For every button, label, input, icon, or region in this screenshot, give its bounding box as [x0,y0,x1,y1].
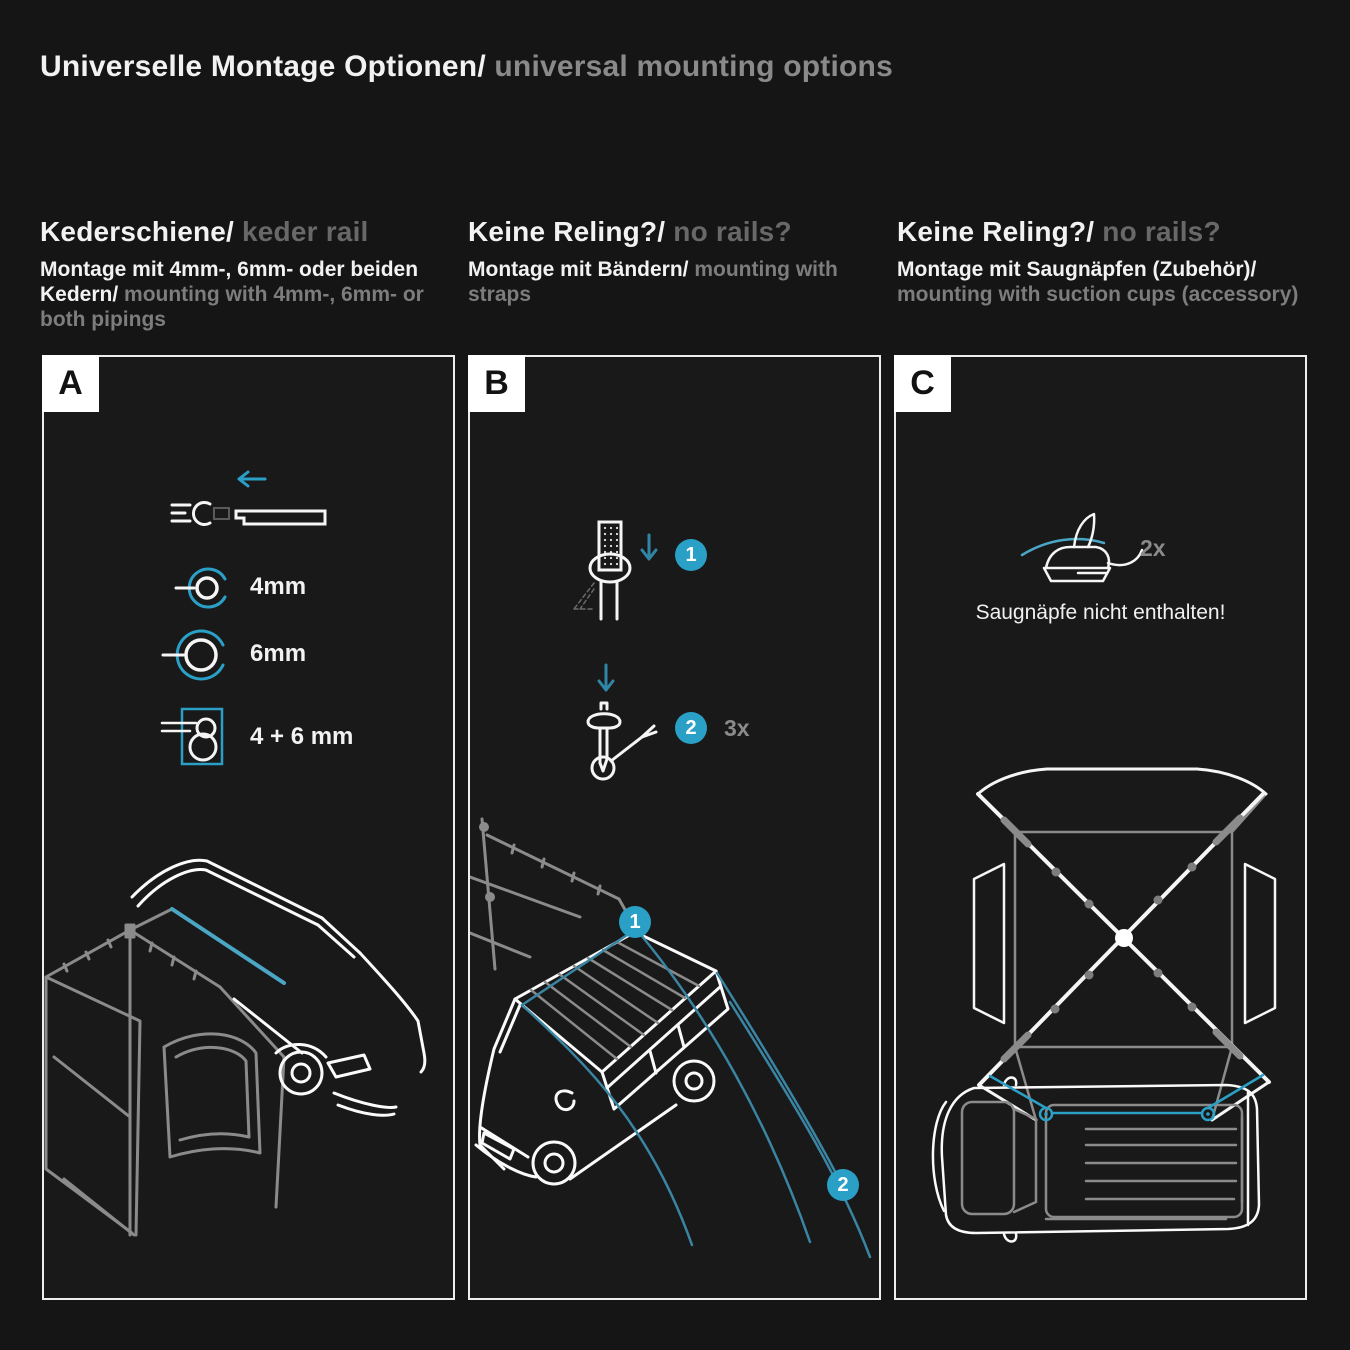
van-top-view-lines [933,1075,1263,1242]
van-step-badge-1: 1 [619,906,651,938]
panel-label-a: A [42,355,99,412]
column-header-keder [40,216,460,332]
column-heading: Keine Reling?/ no rails? [897,216,1221,247]
panel-label-b: B [468,355,525,412]
strap-lines [522,929,870,1257]
piping-4-6mm-icon [162,709,222,764]
tent-top-view-lines [974,769,1275,1120]
label-4mm: 4mm [250,573,307,600]
column-subtitle: Montage mit 4mm-, 6mm- oder beiden Kedern/ mounting with 4mm-, 6mm- or both pipings [40,258,424,331]
van-lines [476,932,728,1184]
label-6mm: 6mm [250,640,307,667]
suction-note: Saugnäpfe nicht enthalten! [975,601,1226,624]
panel-suction-cups [894,355,1307,1300]
column-subtitle: Montage mit Bändern/ mounting with straps [468,258,838,306]
arrow-left-icon [239,472,265,486]
tent-top-view-illustration [896,357,1305,1298]
suction-cup-count: 2x [1140,535,1166,561]
panel-straps [468,355,881,1300]
keder-rail-icon [172,503,325,525]
keder-line-highlight [172,909,284,983]
column-header-straps [468,216,888,308]
column-subtitle: Montage mit Saugnäpfen (Zubehör)/ mounting with suction cups (accessory) [897,258,1299,306]
piping-4mm-icon [176,569,225,607]
piping-6mm-icon [163,631,223,679]
hook-count: 3x [724,715,750,741]
column-heading: Keine Reling?/ no rails? [468,216,792,247]
panel-label-c: C [894,355,951,412]
step-badge-2: 2 [675,712,707,744]
page-title [40,50,893,84]
suction-cup-icon [1022,514,1142,581]
van-lines [132,860,425,1115]
van-with-tent-illustration [44,357,453,1298]
panel-keder-rail [42,355,455,1300]
column-heading: Kederschiene/ keder rail [40,216,369,247]
strap-icon [574,522,630,619]
van-with-straps-illustration [470,357,879,1298]
page-title-en: universal mounting options [485,50,893,83]
page-title-de: Universelle Montage Optionen/ [40,50,486,83]
roof-rib-lines [531,942,699,1059]
step-badge-1: 1 [675,539,707,571]
column-header-suction [897,216,1317,308]
arrow-down-icon [642,535,656,559]
van-step-badge-2: 2 [827,1169,859,1201]
peg-hook-icon [588,703,656,779]
label-4-6mm: 4 + 6 mm [250,723,354,750]
arrow-down-icon [599,665,613,690]
